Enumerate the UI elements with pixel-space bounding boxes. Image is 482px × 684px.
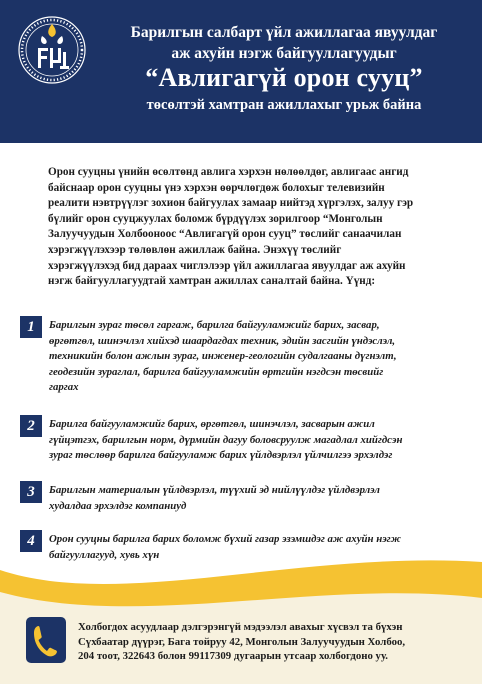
item-number-badge: 2 bbox=[20, 415, 42, 437]
intro-paragraph bbox=[48, 165, 440, 290]
item-text bbox=[49, 483, 459, 514]
item-line: гүйцэтгэх, барилгын норм, дүрмийн дагуу боловсруулж магадлал хийгдсэн bbox=[49, 433, 403, 446]
intro-line: Орон сууцны үнийн өсөлтөнд авлига хэрхэн нөлөөлдөг, авлигаас ангид bbox=[48, 166, 409, 178]
contact-line: 204 тоот, 322643 болон 99117309 дугаарын утсаар холбогдоно уу. bbox=[78, 650, 388, 663]
header-banner bbox=[0, 0, 482, 143]
intro-line: хэрэгжүүлэхээр төлөвлөн ажиллаж байна. Энэхүү төслийг bbox=[48, 243, 342, 256]
organization-logo-icon bbox=[16, 14, 88, 104]
intro-line: хэрэгжүүлэхэд бид дараах чиглэлээр үйл ажиллагаа явуулдаг аж ахуйн bbox=[48, 259, 406, 272]
contact-info bbox=[78, 620, 478, 664]
item-line: байгууллагууд, хувь хүн bbox=[49, 548, 160, 561]
item-number-badge: 1 bbox=[20, 316, 42, 338]
item-text bbox=[49, 318, 459, 396]
item-line: геодезийн зураглал, барилга байгууламжийн өртгийн нэгдсэн төсвийг bbox=[49, 365, 384, 378]
header-line-1: Барилгын салбарт үйл ажиллагаа явуулдаг bbox=[130, 24, 438, 41]
item-line: техникийн болон ажлын зураг, инженер-геологийн судалгааны дүгнэлт, bbox=[49, 350, 397, 362]
intro-line: байснаар орон сууцны үнэ хэрхэн өөрчлөгдөж болохыг телевизийн bbox=[48, 181, 385, 194]
item-line: Орон сууцны барилга барих боломж бүхий газар эзэмшдэг аж ахуйн нэгж bbox=[49, 533, 401, 545]
item-number-badge: 3 bbox=[20, 481, 42, 503]
contact-line: Сүхбаатар дүүрэг, Бага тойруу 42, Монголын Залуучуудын Холбоо, bbox=[78, 635, 406, 648]
intro-line: нэгж байгууллагуудтай хамтран ажиллах саналтай байна. Үүнд: bbox=[48, 275, 376, 288]
item-line: гаргах bbox=[49, 381, 79, 393]
item-line: зураг төслөөр барилга байгууламж барих үйлдвэрлэл үйлчилгээ эрхэлдэг bbox=[49, 449, 393, 461]
item-text bbox=[49, 417, 459, 464]
phone-icon bbox=[26, 617, 66, 663]
item-line: худалдаа эрхэлдэг компаниуд bbox=[49, 499, 187, 512]
item-number-badge: 4 bbox=[20, 530, 42, 552]
intro-line: Залуучуудын Холбооноос “Авлигагүй орон сууц” төслийг санаачилан bbox=[48, 228, 402, 241]
page-title: “Авлигагүй орон сууц” bbox=[145, 63, 423, 92]
item-line: Барилга байгууламжийг барих, өргөтгөл, шинэчлэл, засварын ажил bbox=[49, 418, 375, 430]
header-line-2: аж ахуйн нэгж байгууллагуудыг bbox=[171, 45, 397, 62]
item-line: Барилгын зураг төсөл гаргаж, барилга байгууламжийг барих, засвар, bbox=[49, 319, 380, 331]
page-subtitle: төсөлтэй хамтран ажиллахыг урьж байна bbox=[146, 97, 422, 113]
intro-line: реалити нэвтрүүлэг зохион байгуулах замаар нийтэд хүргэлэх, залуу гэр bbox=[48, 197, 414, 210]
intro-line: бүлийг орон сууцжуулах боломж бүрдүүлэх зорилгоор “Монголын bbox=[48, 212, 383, 225]
item-line: өргөтгөл, шинэчлэл хийхэд шаардагдах техник, эдийн засгийн үндэслэл, bbox=[49, 334, 396, 347]
item-line: Барилгын материалын үйлдвэрлэл, түүхий эд нийлүүлдэг үйлдвэрлэл bbox=[49, 484, 380, 496]
contact-line: Холбогдох асуудлаар дэлгэрэнгүй мэдээлэл авахыг хүсвэл та бүхэн bbox=[78, 621, 403, 633]
